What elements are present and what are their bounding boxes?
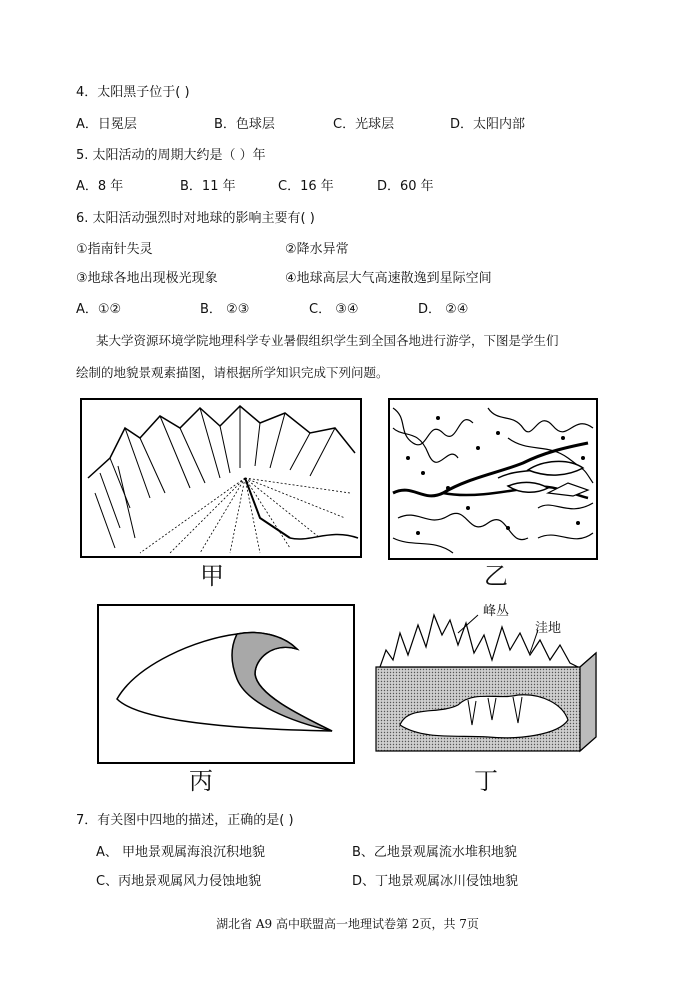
figure-ding-caption: 丁: [474, 767, 498, 795]
q7-option-b: B、乙地景观属流水堆积地貌: [352, 845, 517, 860]
q6-option-c: C． ③④: [309, 302, 359, 317]
q6-option-b: B． ②③: [200, 302, 250, 317]
q4-option-a: A．日冕层: [76, 117, 137, 132]
figure-ding-karst: [368, 605, 600, 765]
figure-ding-label-depression: 洼地: [535, 621, 562, 636]
q5-option-d: D．60 年: [377, 179, 434, 194]
q4-stem: 4．太阳黑子位于( ): [76, 85, 190, 100]
q6-option-a: A．①②: [76, 302, 122, 317]
q6-option-d: D． ②④: [418, 302, 469, 317]
figure-ding-label-peak: 峰丛: [483, 604, 510, 619]
q5-option-a: A．8 年: [76, 179, 124, 194]
q5-stem: 5. 太阳活动的周期大约是（ ）年: [76, 148, 266, 163]
q5-option-b: B．11 年: [180, 179, 236, 194]
q6-item-1: ①指南针失灵: [76, 242, 153, 257]
q4-option-d: D．太阳内部: [450, 117, 526, 132]
q6-item-3: ③地球各地出现极光现象: [76, 271, 218, 286]
figure-jia-alluvial-fan: [80, 398, 362, 558]
figure-bing-caption: 丙: [189, 767, 213, 795]
figure-yi-caption: 乙: [484, 562, 508, 590]
figure-jia-caption: 甲: [200, 562, 224, 590]
q6-item-4: ④地球高层大气高速散逸到星际空间: [285, 271, 492, 286]
figure-bing-barchan-dune: [97, 604, 355, 764]
q6-item-2: ②降水异常: [285, 242, 349, 257]
q5-option-c: C．16 年: [278, 179, 334, 194]
page-footer: 湖北省 A9 高中联盟高一地理试卷第 2页，共 7页: [216, 917, 479, 931]
q7-option-c: C、丙地景观属风力侵蚀地貌: [96, 874, 262, 889]
q7-option-a: A、 甲地景观属海浪沉积地貌: [96, 845, 266, 860]
q7-stem: 7．有关图中四地的描述，正确的是( ): [76, 813, 294, 828]
q6-stem: 6. 太阳活动强烈时对地球的影响主要有( ): [76, 211, 315, 226]
figure-yi-river-delta: [388, 398, 598, 560]
q4-option-b: B．色球层: [214, 117, 275, 132]
q7-option-d: D、丁地景观属冰川侵蚀地貌: [352, 874, 519, 889]
passage-line-1: 某大学资源环境学院地理科学专业暑假组织学生到全国各地进行游学，下图是学生们: [96, 333, 559, 348]
passage-line-2: 绘制的地貌景观素描图，请根据所学知识完成下列问题。: [76, 365, 389, 380]
q4-option-c: C．光球层: [333, 117, 395, 132]
